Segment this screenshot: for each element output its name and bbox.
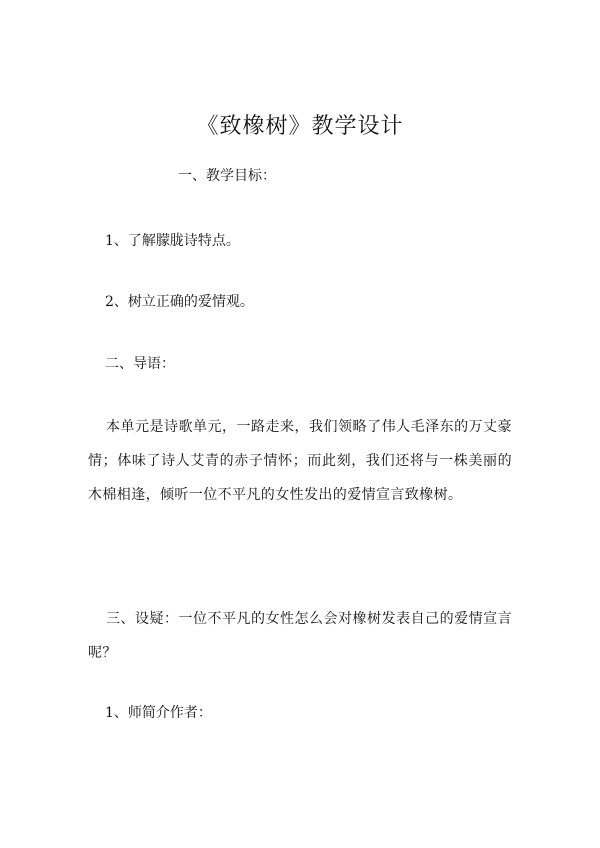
- objectives-heading: 一、教学目标：: [178, 168, 276, 184]
- step-item-1: 1、师简介作者：: [105, 705, 212, 721]
- question-paragraph: 三、设疑：一位不平凡的女性怎么会对橡树发表自己的爱情宣言呢？: [88, 611, 512, 661]
- document-title: 《致橡树》教学设计: [196, 114, 404, 139]
- objective-item-2: 2、树立正确的爱情观。: [105, 294, 254, 310]
- objective-item-1: 1、了解朦胧诗特点。: [105, 233, 240, 249]
- intro-paragraph: 本单元是诗歌单元，一路走来，我们领略了伟人毛泽东的万丈豪情；体味了诗人艾青的赤子情怀；而此刻，我们还将与一株美丽的木棉相逢，倾听一位不平凡的女性发出的爱情宣言致橡树。: [88, 419, 512, 503]
- intro-heading: 二、导语：: [105, 356, 175, 372]
